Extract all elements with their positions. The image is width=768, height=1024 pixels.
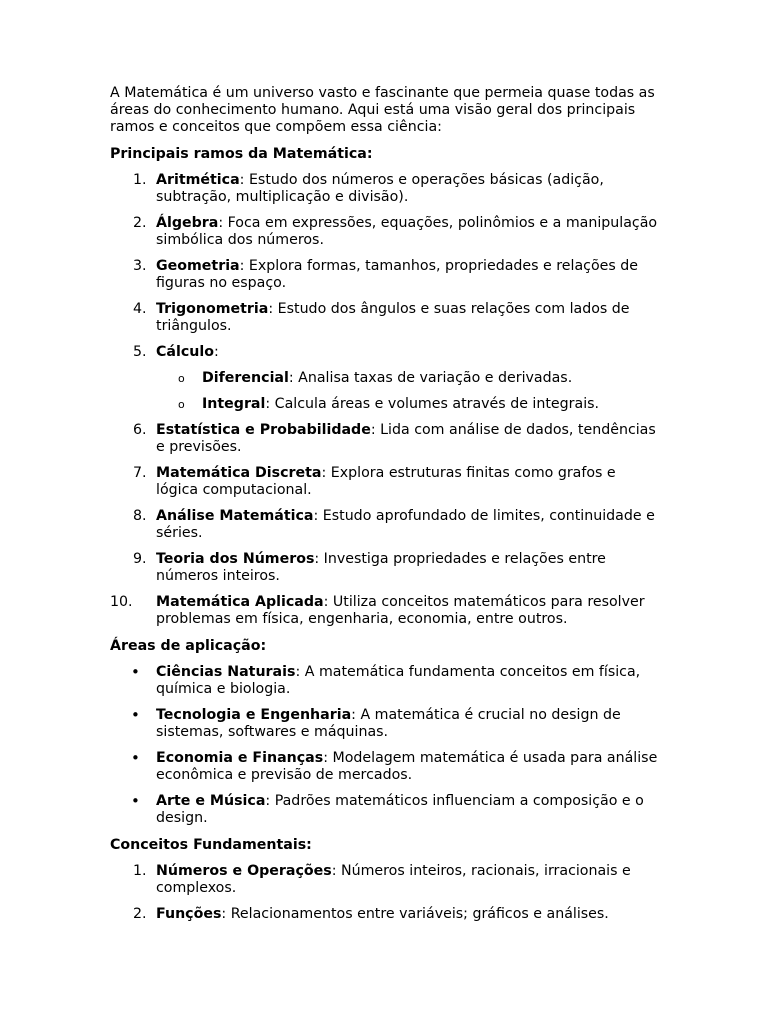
bullet-icon: • (131, 749, 140, 767)
list-item-term: Análise Matemática (156, 508, 314, 524)
list-item-term: Arte e Música (156, 793, 266, 809)
list-item-text: : Estudo dos ângulos e suas relações com lados de triângulos. (156, 301, 630, 334)
list-item-term: Funções (156, 906, 222, 922)
list-number: 4. (133, 301, 147, 317)
list-item (110, 750, 662, 784)
list-item-term: Números e Operações (156, 863, 332, 879)
list-item (110, 422, 662, 456)
list-item-text: : Explora formas, tamanhos, propriedades e relações de figuras no espaço. (156, 258, 639, 291)
list-item-text: : Explora estruturas finitas como grafos e lógica computacional. (156, 465, 616, 498)
list-item-text: : A matemática é crucial no design de sistemas, softwares e máquinas. (156, 707, 621, 740)
list-item-term: Aritmética (156, 172, 240, 188)
list-item (110, 707, 662, 741)
list-item (110, 664, 662, 698)
bullet-icon: • (131, 706, 140, 724)
list-item-text: : Utiliza conceitos matemáticos para resolver problemas em física, engenharia, economia, entre outros. (156, 594, 645, 627)
list-item (110, 906, 662, 923)
list-item-text: : Estudo dos números e operações básicas (adição, subtração, multiplicação e divisão). (156, 172, 604, 205)
list-number: 6. (133, 422, 147, 438)
list-number: 7. (133, 465, 147, 481)
list-item (110, 344, 662, 413)
list-item (110, 465, 662, 499)
list-item-term: Ciências Naturais (156, 664, 296, 680)
list-number: 2. (133, 906, 147, 922)
list-number: 8. (133, 508, 147, 524)
list-item-term: Cálculo (156, 344, 214, 360)
bullet-icon: • (131, 663, 140, 681)
list-item-term: Economia e Finanças (156, 750, 324, 766)
list-item-text: : A matemática fundamenta conceitos em física, química e biologia. (156, 664, 641, 697)
list-number: 5. (133, 344, 147, 360)
list-item-term: Matemática Aplicada (156, 594, 324, 610)
branches-heading: Principais ramos da Matemática: (110, 146, 373, 162)
list-item-term: Trigonometria (156, 301, 269, 317)
list-number: 1. (133, 172, 147, 188)
list-item-text: : Investiga propriedades e relações entre números inteiros. (156, 551, 606, 584)
bullet-icon: • (131, 792, 140, 810)
applications-list (110, 664, 662, 827)
list-item-text: : Estudo aprofundado de limites, continuidade e séries. (156, 508, 655, 541)
list-item-text: : Padrões matemáticos influenciam a composição e o design. (156, 793, 644, 826)
list-item (110, 551, 662, 585)
list-item-text: : Lida com análise de dados, tendências e previsões. (156, 422, 656, 455)
list-item-text: : Foca em expressões, equações, polinômios e a manipulação simbólica dos números. (156, 215, 658, 248)
list-item-text: : Números inteiros, racionais, irracionais e complexos. (156, 863, 631, 896)
list-item (110, 508, 662, 542)
list-item-text: : Relacionamentos entre variáveis; gráficos e análises. (221, 906, 609, 922)
list-item-text: : Modelagem matemática é usada para análise econômica e previsão de mercados. (156, 750, 658, 783)
branches-list (110, 172, 662, 628)
fundamentals-heading: Conceitos Fundamentais: (110, 837, 312, 853)
list-item-term: Álgebra (156, 215, 219, 231)
sub-list-item-term: Diferencial (202, 370, 289, 386)
list-item (110, 301, 662, 335)
list-number: 2. (133, 215, 147, 231)
sub-list-item (156, 396, 662, 413)
sub-list-item (156, 370, 662, 387)
list-item-term: Teoria dos Números (156, 551, 315, 567)
list-item (110, 172, 662, 206)
list-item (110, 215, 662, 249)
list-item (110, 594, 662, 628)
circle-bullet-icon: o (178, 372, 185, 385)
intro-paragraph: A Matemática é um universo vasto e fascinante que permeia quase todas as áreas do conhecimento humano. Aqui está uma visão geral dos principais ramos e conceitos que compõem essa ciência: (110, 85, 655, 135)
list-item (110, 863, 662, 897)
list-item-text: : (213, 344, 219, 360)
circle-bullet-icon: o (178, 398, 185, 411)
list-number: 1. (133, 863, 147, 879)
sub-list-item-text: : Analisa taxas de variação e derivadas. (288, 370, 573, 386)
calculo-sub-list (156, 370, 662, 413)
list-number: 9. (133, 551, 147, 567)
list-item-term: Tecnologia e Engenharia (156, 707, 352, 723)
list-item-term: Matemática Discreta (156, 465, 322, 481)
applications-heading: Áreas de aplicação: (110, 638, 267, 654)
list-item-term: Estatística e Probabilidade (156, 422, 371, 438)
list-number: 3. (133, 258, 147, 274)
list-item-term: Geometria (156, 258, 240, 274)
list-item (110, 258, 662, 292)
sub-list-item-term: Integral (202, 396, 266, 412)
fundamentals-list (110, 863, 662, 923)
sub-list-item-text: : Calcula áreas e volumes através de integrais. (265, 396, 600, 412)
list-item (110, 793, 662, 827)
list-number: 10. (110, 594, 133, 610)
document-page (110, 85, 662, 933)
